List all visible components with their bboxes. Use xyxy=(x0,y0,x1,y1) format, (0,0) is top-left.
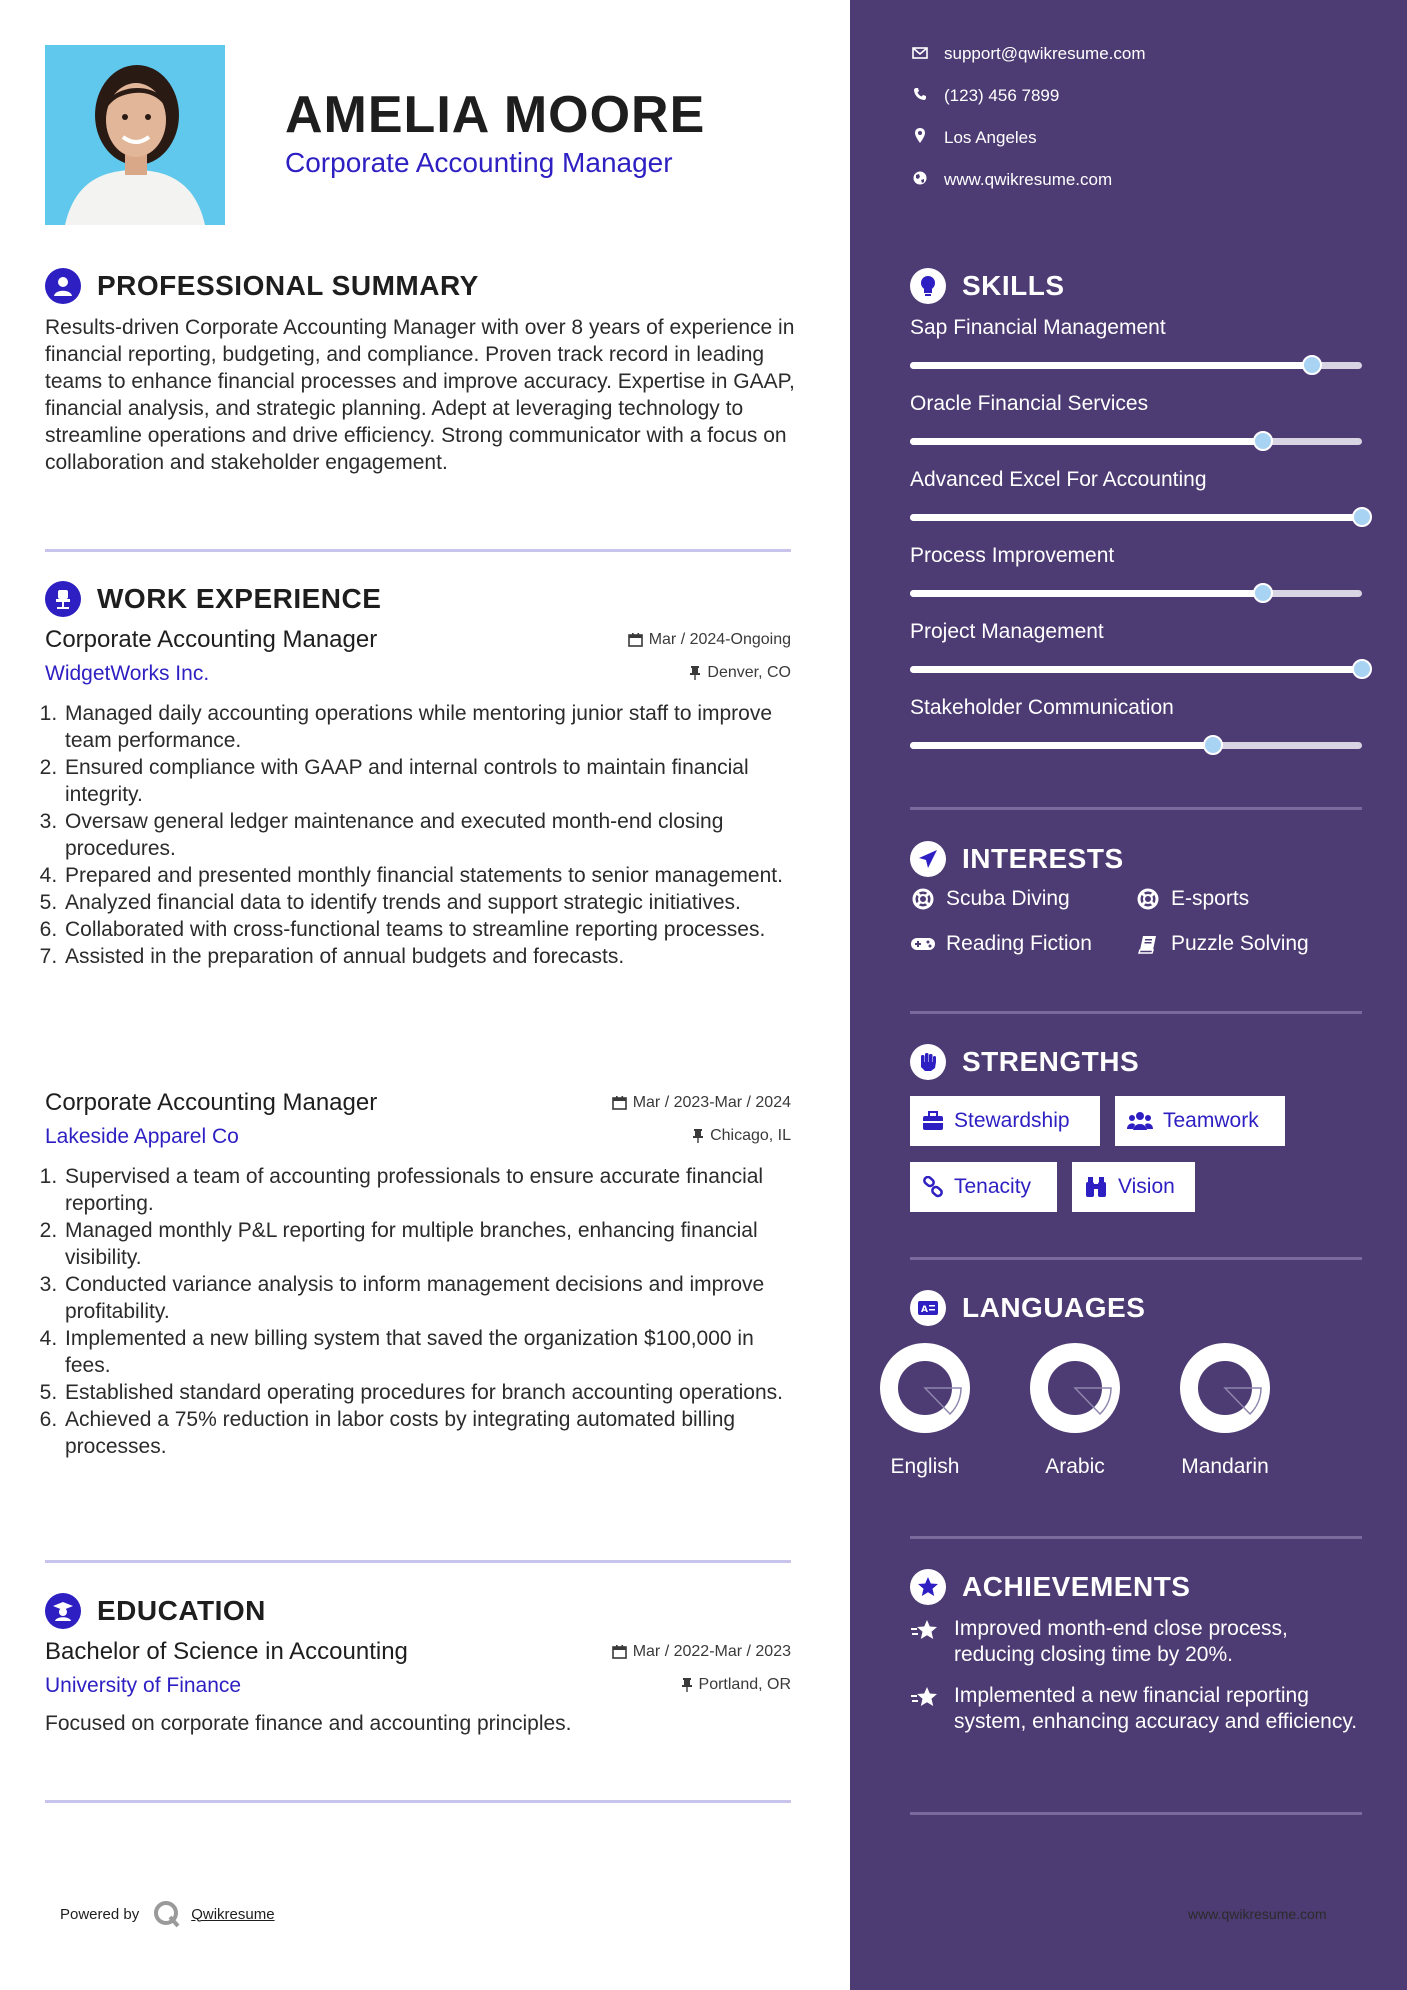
summary-title: PROFESSIONAL SUMMARY xyxy=(97,270,479,301)
strength-badge xyxy=(910,1162,1057,1212)
skill-knob xyxy=(1302,355,1322,375)
fist-icon xyxy=(910,1044,946,1080)
language-icon xyxy=(910,1290,946,1326)
language-name: Arabic xyxy=(1045,1455,1105,1478)
interest-label: Scuba Diving xyxy=(946,887,1070,910)
list-item: 3. Conducted variance analysis to inform management decisions and improve profitability. xyxy=(63,1271,791,1325)
contact-website[interactable] xyxy=(910,170,1112,190)
contact-website-text: www.qwikresume.com xyxy=(944,170,1113,189)
calendar-icon xyxy=(612,1095,627,1110)
contact-location-text: Los Angeles xyxy=(944,128,1037,147)
achievements-heading xyxy=(910,1569,1190,1605)
strengths-heading xyxy=(910,1044,1139,1080)
star-badge-icon xyxy=(910,1569,946,1605)
contact-location xyxy=(910,128,1037,148)
section-divider xyxy=(45,1560,791,1563)
powered-by xyxy=(60,1900,275,1928)
interest-label: E-sports xyxy=(1171,887,1250,910)
list-item: 4. Implemented a new billing system that saved the organization $100,000 in fees. xyxy=(63,1325,791,1379)
pin-icon xyxy=(692,1128,704,1143)
job-location-text: Denver, CO xyxy=(707,663,791,681)
education-heading xyxy=(45,1593,266,1629)
section-divider xyxy=(910,807,1362,810)
list-item: 2. Managed monthly P&L reporting for multiple branches, enhancing financial visibility. xyxy=(63,1217,791,1271)
skill-fill xyxy=(910,742,1213,749)
languages-title: LANGUAGES xyxy=(962,1292,1146,1323)
map-marker-icon xyxy=(910,128,930,148)
interest-item xyxy=(1135,887,1249,911)
job-entry xyxy=(45,1089,791,1460)
interest-label: Reading Fiction xyxy=(946,932,1092,955)
qwikresume-link[interactable]: Qwikresume xyxy=(191,1905,275,1923)
skill-track xyxy=(910,514,1362,521)
summary-text: Results-driven Corporate Accounting Manager with over 8 years of experience in financial reporting, budgeting, and compliance. Proven track record in leading teams to enhance financial processes and improve accuracy. Expertise in GAAP, financial analysis, and strategic planning. Adept at leveraging technology to streamline operations and drive efficiency. Strong communicator with a focus on collaboration and stakeholder engagement. xyxy=(45,316,795,474)
experience-heading xyxy=(45,581,381,617)
list-item: 1. Supervised a team of accounting professionals to ensure accurate financial reporting. xyxy=(63,1163,791,1217)
list-item: 5. Established standard operating procedures for branch accounting operations. xyxy=(63,1379,791,1406)
skill-item xyxy=(910,620,1362,673)
skill-name: Project Management xyxy=(910,620,1104,643)
sidebar xyxy=(850,0,1407,1990)
binoculars-icon xyxy=(1084,1176,1108,1198)
achievement-item xyxy=(910,1683,1362,1735)
strength-badge xyxy=(910,1096,1100,1146)
skill-name: Sap Financial Management xyxy=(910,316,1166,339)
education-location xyxy=(681,1676,791,1694)
interest-item xyxy=(1135,932,1309,956)
strength-badge xyxy=(1115,1096,1285,1146)
lightbulb-icon xyxy=(910,268,946,304)
achievement-text: Implemented a new financial reporting system, enhancing accuracy and efficiency. xyxy=(954,1684,1358,1733)
job-location xyxy=(692,1127,791,1145)
qwikresume-logo-icon xyxy=(153,1900,181,1928)
list-item: 7. Assisted in the preparation of annual budgets and forecasts. xyxy=(63,943,791,970)
skill-item xyxy=(910,544,1362,597)
job-achievements xyxy=(45,1163,791,1460)
briefcase-icon xyxy=(922,1111,944,1131)
skills-title: SKILLS xyxy=(962,270,1065,301)
interest-item xyxy=(910,887,1070,911)
list-item: 2. Ensured compliance with GAAP and internal controls to maintain financial integrity. xyxy=(63,754,791,808)
language-item xyxy=(860,1340,990,1479)
section-divider xyxy=(45,1800,791,1803)
book-icon xyxy=(1135,934,1161,954)
interests-heading xyxy=(910,841,1124,877)
pin-icon xyxy=(689,665,701,680)
school: University of Finance xyxy=(45,1674,242,1697)
skill-track xyxy=(910,362,1362,369)
skill-item xyxy=(910,392,1362,445)
skill-item xyxy=(910,468,1362,521)
job-dates xyxy=(612,1094,791,1112)
section-divider xyxy=(910,1536,1362,1539)
education-entry xyxy=(45,1638,791,1736)
candidate-name: AMELIA MOORE xyxy=(285,86,706,144)
skill-fill xyxy=(910,362,1312,369)
skill-item xyxy=(910,316,1362,369)
section-divider xyxy=(45,549,791,552)
section-divider xyxy=(910,1011,1362,1014)
degree: Bachelor of Science in Accounting xyxy=(45,1638,408,1665)
education-description: Focused on corporate finance and accounting principles. xyxy=(45,1712,572,1735)
skills-heading xyxy=(910,268,1065,304)
skill-knob xyxy=(1253,431,1273,451)
skill-name: Advanced Excel For Accounting xyxy=(910,468,1207,491)
list-item: 5. Analyzed financial data to identify trends and support strategic initiatives. xyxy=(63,889,791,916)
section-divider xyxy=(910,1812,1362,1815)
lifebuoy-icon xyxy=(910,888,936,910)
globe-icon xyxy=(910,170,930,190)
section-divider xyxy=(910,1257,1362,1260)
skill-fill xyxy=(910,590,1263,597)
strengths-title: STRENGTHS xyxy=(962,1046,1140,1077)
education-dates xyxy=(612,1643,791,1661)
strength-label: Stewardship xyxy=(954,1109,1070,1132)
phone-icon xyxy=(910,86,930,106)
list-item: 6. Collaborated with cross-functional teams to streamline reporting processes. xyxy=(63,916,791,943)
footer-website[interactable]: www.qwikresume.com xyxy=(1188,1906,1327,1922)
language-ring xyxy=(877,1340,973,1436)
chair-icon xyxy=(45,581,81,617)
list-item: 3. Oversaw general ledger maintenance and executed month-end closing procedures. xyxy=(63,808,791,862)
svg-text:A: A xyxy=(921,1305,928,1315)
language-ring xyxy=(1027,1340,1123,1436)
job-dates-text: Mar / 2023-Mar / 2024 xyxy=(632,1093,791,1111)
job-achievements xyxy=(45,700,791,970)
users-icon xyxy=(1127,1111,1153,1131)
education-title: EDUCATION xyxy=(97,1595,266,1626)
link-icon xyxy=(922,1176,944,1198)
strength-badge xyxy=(1072,1162,1195,1212)
language-item xyxy=(1010,1340,1140,1479)
list-item: 6. Achieved a 75% reduction in labor costs by integrating automated billing processes. xyxy=(63,1406,791,1460)
job-location xyxy=(689,664,791,682)
skill-track xyxy=(910,590,1362,597)
profile-photo xyxy=(45,45,225,225)
star-icon xyxy=(910,1618,940,1644)
skill-name: Process Improvement xyxy=(910,544,1115,567)
contact-phone-text: (123) 456 7899 xyxy=(944,86,1060,105)
skill-item xyxy=(910,696,1362,749)
language-ring xyxy=(1177,1340,1273,1436)
strength-label: Vision xyxy=(1118,1175,1175,1198)
education-dates-text: Mar / 2022-Mar / 2023 xyxy=(632,1642,791,1660)
graduate-icon xyxy=(45,1593,81,1629)
achievements-title: ACHIEVEMENTS xyxy=(962,1571,1191,1602)
interest-item xyxy=(910,932,1092,956)
gamepad-icon xyxy=(910,936,936,952)
job-dates xyxy=(628,631,791,649)
powered-by-label: Powered by xyxy=(60,1905,140,1923)
pin-icon xyxy=(681,1677,693,1692)
calendar-icon xyxy=(628,632,643,647)
language-name: Mandarin xyxy=(1181,1455,1269,1478)
skill-fill xyxy=(910,514,1362,521)
skill-track xyxy=(910,438,1362,445)
skill-knob xyxy=(1352,659,1372,679)
language-name: English xyxy=(890,1455,960,1478)
summary-heading xyxy=(45,268,479,304)
paper-plane-icon xyxy=(910,841,946,877)
skill-knob xyxy=(1352,507,1372,527)
lifebuoy-icon xyxy=(1135,888,1161,910)
skill-knob xyxy=(1253,583,1273,603)
star-icon xyxy=(910,1685,940,1711)
envelope-icon xyxy=(910,44,930,64)
experience-title: WORK EXPERIENCE xyxy=(97,583,382,614)
list-item: 1. Managed daily accounting operations while mentoring junior staff to improve team performance. xyxy=(63,700,791,754)
achievement-item xyxy=(910,1616,1362,1668)
job-entry xyxy=(45,626,791,970)
achievement-text: Improved month-end close process, reducing closing time by 20%. xyxy=(954,1617,1288,1666)
strength-label: Teamwork xyxy=(1163,1109,1259,1132)
calendar-icon xyxy=(612,1644,627,1659)
skill-name: Oracle Financial Services xyxy=(910,392,1149,415)
user-icon xyxy=(45,268,81,304)
job-role: Corporate Accounting Manager xyxy=(45,626,378,653)
skill-track xyxy=(910,666,1362,673)
candidate-title: Corporate Accounting Manager xyxy=(285,147,673,178)
strength-label: Tenacity xyxy=(954,1175,1032,1198)
list-item: 4. Prepared and presented monthly financial statements to senior management. xyxy=(63,862,791,889)
interests-title: INTERESTS xyxy=(962,843,1124,874)
skill-track xyxy=(910,742,1362,749)
job-company: WidgetWorks Inc. xyxy=(45,662,210,685)
interest-label: Puzzle Solving xyxy=(1171,932,1309,955)
job-role: Corporate Accounting Manager xyxy=(45,1089,378,1116)
skill-knob xyxy=(1203,735,1223,755)
skill-fill xyxy=(910,666,1362,673)
contact-email-text: support@qwikresume.com xyxy=(944,44,1146,63)
job-dates-text: Mar / 2024-Ongoing xyxy=(648,630,791,648)
job-company: Lakeside Apparel Co xyxy=(45,1125,239,1148)
education-location-text: Portland, OR xyxy=(698,1675,791,1693)
contact-email[interactable] xyxy=(910,44,1146,64)
skill-name: Stakeholder Communication xyxy=(910,696,1174,719)
job-location-text: Chicago, IL xyxy=(710,1126,791,1144)
contact-phone[interactable] xyxy=(910,86,1059,106)
language-item xyxy=(1160,1340,1290,1479)
skill-fill xyxy=(910,438,1263,445)
languages-heading xyxy=(910,1290,1145,1326)
